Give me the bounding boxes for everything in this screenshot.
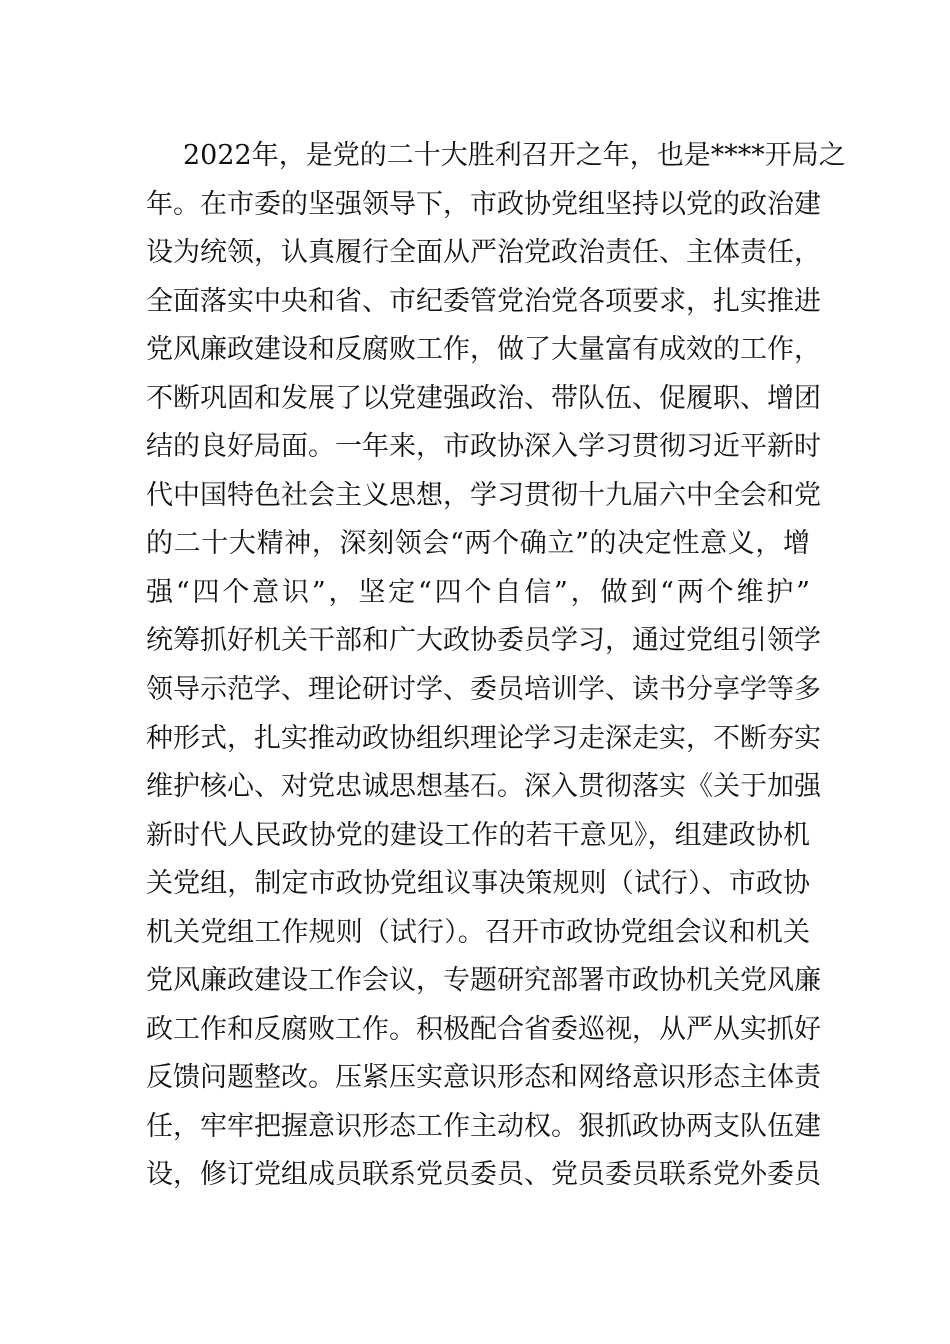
- paragraph-line: 代中国特色社会主义思想，学习贯彻十九届六中全会和党: [146, 479, 821, 511]
- paragraph-line: 机关党组工作规则（试行）。召开市政协党组会议和机关: [146, 916, 810, 948]
- body-paragraph: [146, 132, 846, 1200]
- paragraph-line: 新时代人民政协党的建设工作的若干意见》，组建政协机: [146, 819, 810, 851]
- paragraph-line: 党风廉政建设和反腐败工作，做了大量富有成效的工作，: [146, 334, 821, 366]
- paragraph-line: 结的良好局面。一年来，市政协深入学习贯彻习近平新时: [146, 431, 821, 463]
- paragraph-line: 任，牢牢把握意识形态工作主动权。狠抓政协两支队伍建: [146, 1110, 821, 1142]
- paragraph-line: 设为统领，认真履行全面从严治党政治责任、主体责任，: [146, 237, 821, 269]
- paragraph-line: 全面落实中央和省、市纪委管党治党各项要求，扎实推进: [146, 285, 821, 317]
- paragraph-line: 反馈问题整改。压紧压实意识形态和网络意识形态主体责: [146, 1062, 821, 1094]
- paragraph-line: 维护核心、对党忠诚思想基石。深入贯彻落实《关于加强: [146, 771, 821, 803]
- paragraph-line: 党风廉政建设工作会议，专题研究部署市政协机关党风廉: [146, 965, 821, 997]
- paragraph-line: 政工作和反腐败工作。积极配合省委巡视，从严从实抓好: [146, 1013, 821, 1045]
- paragraph-line: 领导示范学、理论研讨学、委员培训学、读书分享学等多: [146, 674, 821, 706]
- paragraph-line: 种形式，扎实推动政协组织理论学习走深走实，不断夯实: [146, 722, 821, 754]
- paragraph-line: 不断巩固和发展了以党建强政治、带队伍、促履职、增团: [146, 382, 821, 414]
- paragraph-line: 的二十大精神，深刻领会“两个确立”的决定性意义，增: [146, 528, 810, 560]
- paragraph-line: 强“四个意识”，坚定“四个自信”，做到“两个维护”: [146, 576, 810, 608]
- paragraph-line: 统筹抓好机关干部和广大政协委员学习，通过党组引领学: [146, 625, 821, 657]
- paragraph-line: 2022年，是党的二十大胜利召开之年，也是****开局之: [183, 140, 846, 171]
- paragraph-line: 年。在市委的坚强领导下，市政协党组坚持以党的政治建: [146, 188, 821, 220]
- paragraph-line: 设，修订党组成员联系党员委员、党员委员联系党外委员: [146, 1159, 821, 1191]
- paragraph-line: 关党组，制定市政协党组议事决策规则（试行）、市政协: [146, 868, 810, 900]
